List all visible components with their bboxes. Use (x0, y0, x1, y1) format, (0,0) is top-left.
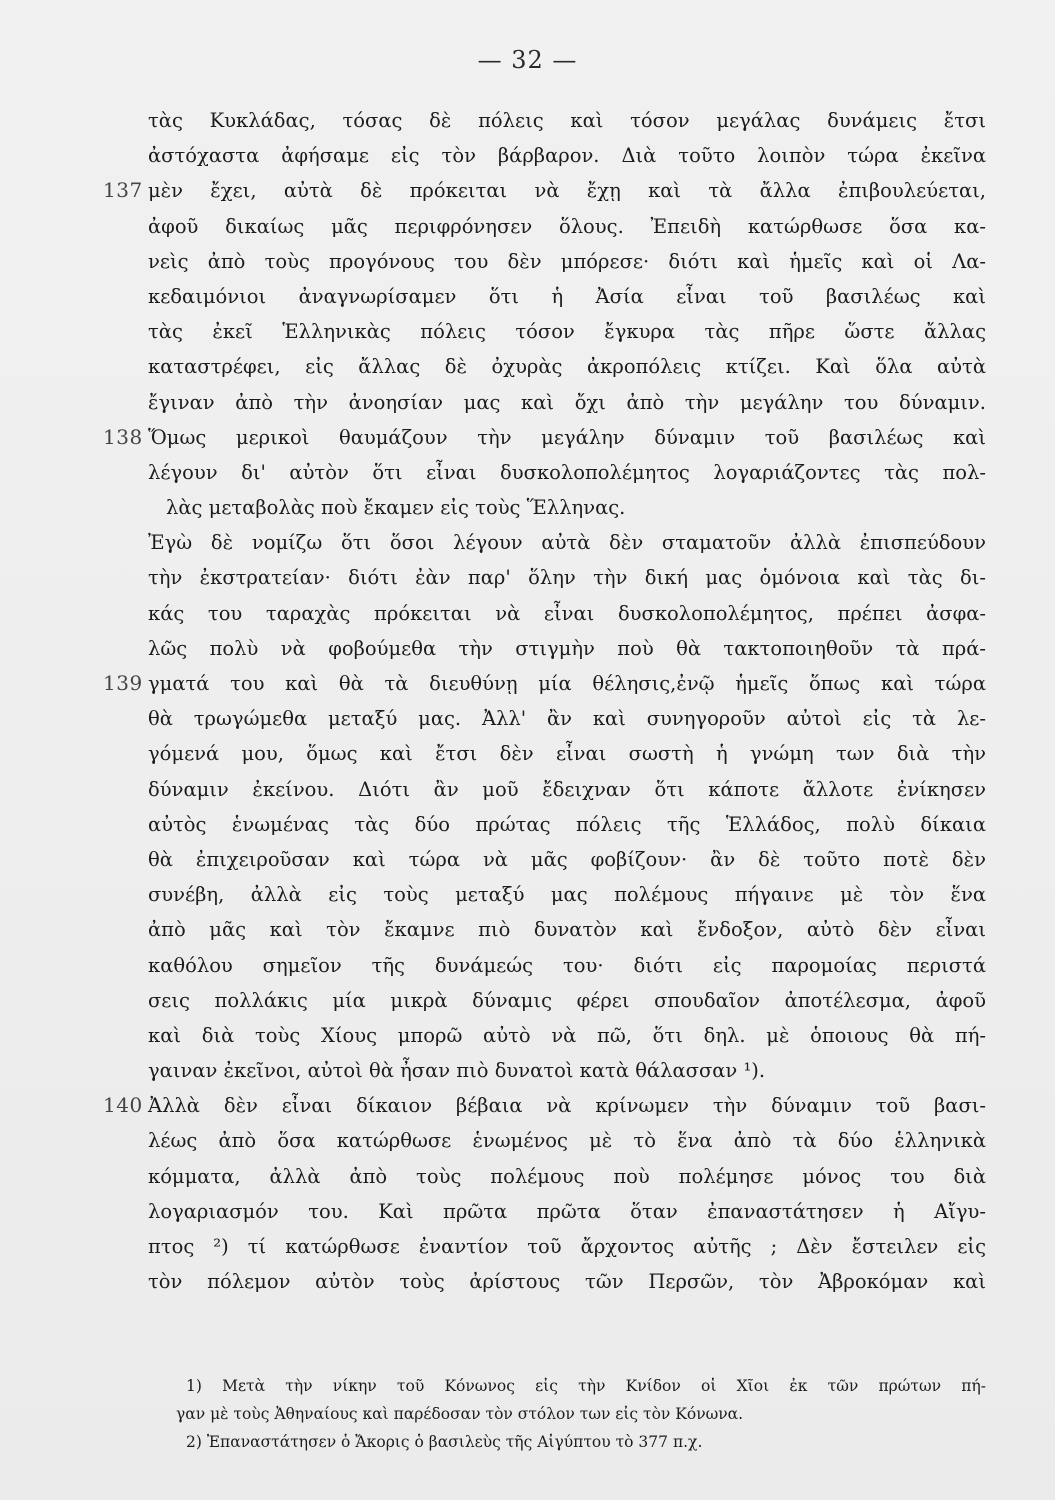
text-line (148, 560, 986, 595)
text-line (148, 1264, 986, 1299)
text-line (148, 1123, 986, 1158)
text-line (148, 807, 986, 842)
line-text: θὰ ἐπιχειροῦσαν καὶ τώρα νὰ μᾶς φοβίζουν· ἂν δὲ τοῦτο ποτὲ δὲν (148, 847, 986, 871)
text-line (148, 279, 986, 314)
line-text: λὰς μεταβολὰς ποὺ ἔκαμεν εἰς τοὺς Ἕλληνας. (166, 496, 626, 520)
text-line (148, 385, 986, 420)
text-line (148, 138, 986, 173)
text-line (148, 631, 986, 666)
line-text: θὰ τρωγώμεθα μεταξύ μας. Ἀλλ' ἂν καὶ συνηγοροῦν αὐτοὶ εἰς τὰ λε- (148, 707, 986, 731)
text-line (148, 244, 986, 279)
line-text: ἀπὸ μᾶς καὶ τὸν ἔκαμνε πιὸ δυνατὸν καὶ ἔνδοξον, αὐτὸ δὲν εἶναι (148, 918, 986, 942)
text-line (148, 1159, 986, 1194)
section-number-139: 139 (103, 671, 143, 695)
text-line (148, 736, 986, 771)
line-text: τὰς ἐκεῖ Ἑλληνικὰς πόλεις τόσον ἔγκυρα τὰς πῆρε ὥστε ἄλλας (148, 320, 986, 344)
page-number: — 32 — (477, 46, 578, 74)
line-text: κόμματα, ἀλλὰ ἀπὸ τοὺς πολέμους ποὺ πολέμησε μόνος του διὰ (148, 1164, 986, 1188)
line-text: λέως ἀπὸ ὅσα κατώρθωσε ἑνωμένος μὲ τὸ ἕνα ἀπὸ τὰ δύο ἑλληνικὰ (148, 1129, 986, 1153)
text-line (148, 842, 986, 877)
text-line (148, 772, 986, 807)
line-text: γόμενά μου, ὅμως καὶ ἔτσι δὲν εἶναι σωστὴ ἡ γνώμη των διὰ τὴν (148, 742, 986, 766)
line-text: τὰς Κυκλάδας, τόσας δὲ πόλεις καὶ τόσον μεγάλας δυνάμεις ἔτσι (148, 109, 986, 132)
line-text: λέγουν δι' αὐτὸν ὅτι εἶναι δυσκολοπολέμητος λογαριάζοντες τὰς πολ- (148, 460, 986, 484)
text-line (148, 1053, 986, 1088)
text-line (148, 877, 986, 912)
section-number-140: 140 (103, 1093, 143, 1118)
line-text: καθόλου σημεῖον τῆς δυνάμεώς του· διότι εἰς παρομοίας περιστά (148, 953, 986, 977)
main-text (103, 103, 986, 1299)
line-text: αὐτὸς ἑνωμένας τὰς δύο πρώτας πόλεις τῆς Ἑλλάδος, πολὺ δίκαια (148, 812, 986, 836)
line-text: λῶς πολὺ νὰ φοβούμεθα τὴν στιγμὴν ποὺ θὰ τακτοποιηθοῦν τὰ πρά- (148, 636, 986, 660)
line-text: Ἀλλὰ δὲν εἶναι δίκαιον βέβαια νὰ κρίνωμεν τὴν δύναμιν τοῦ βασι- (148, 1094, 986, 1118)
line-text: νεὶς ἀπὸ τοὺς προγόνους του δὲν μπόρεσε· διότι καὶ ἡμεῖς καὶ οἱ Λα- (148, 249, 986, 273)
footnote-1-continuation: γαν μὲ τοὺς Ἀθηναίους καὶ παρέδοσαν τὸν στόλον των εἰς τὸν Κόνωνα. (176, 1405, 744, 1423)
text-line (103, 666, 986, 701)
text-line (148, 701, 986, 736)
line-text: καὶ διὰ τοὺς Χίους μπορῶ αὐτὸ νὰ πῶ, ὅτι δηλ. μὲ ὁποιους θὰ πή- (148, 1023, 986, 1047)
line-text: κεδαιμόνιοι ἀναγνωρίσαμεν ὅτι ἡ Ἀσία εἶναι τοῦ βασιλέως καὶ (148, 284, 986, 308)
footnote-1: 1) Μετὰ τὴν νίκην τοῦ Κόνωνος εἰς τὴν Κνίδον οἱ Χῖοι ἐκ τῶν πρώτων πή- (186, 1377, 986, 1395)
line-text: ἔγιναν ἀπὸ τὴν ἀνοησίαν μας καὶ ὄχι ἀπὸ τὴν μεγάλην του δύναμιν. (148, 390, 986, 414)
text-line (148, 1194, 986, 1229)
section-number-138: 138 (103, 424, 143, 449)
text-line (148, 455, 986, 490)
line-text: σεις πολλάκις μία μικρὰ δύναμις φέρει σπουδαῖον ἀποτέλεσμα, ἀφοῦ (148, 988, 986, 1012)
line-text: λογαριασμόν του. Καὶ πρῶτα πρῶτα ὅταν ἐπαναστάτησεν ἡ Αἴγυ- (148, 1199, 986, 1223)
text-line (103, 420, 986, 455)
text-line (148, 983, 986, 1018)
line-text: γματά του καὶ θὰ τὰ διευθύνῃ μία θέλησις,ἐνῷ ἡμεῖς ὅπως καὶ τώρα (148, 672, 986, 695)
line-text: πτος ²) τί κατώρθωσε ἐναντίον τοῦ ἄρχοντος αὐτῆς ; Δὲν ἔστειλεν εἰς (148, 1235, 986, 1258)
text-line (103, 1088, 986, 1123)
text-line (148, 103, 986, 138)
section-number-137: 137 (103, 178, 143, 203)
line-text: Ὅμως μερικοὶ θαυμάζουν τὴν μεγάλην δύναμιν τοῦ βασιλέως καὶ (148, 425, 986, 449)
line-text: ἀφοῦ δικαίως μᾶς περιφρόνησεν ὅλους. Ἐπειδὴ κατώρθωσε ὅσα κα- (148, 214, 986, 238)
line-text: τὴν ἐκστρατείαν· διότι ἐὰν παρ' ὅλην τὴν δική μας ὁμόνοια καὶ τὰς δι- (148, 566, 986, 590)
text-line (148, 912, 986, 947)
line-text: μὲν ἔχει, αὐτὰ δὲ πρόκειται νὰ ἔχῃ καὶ τὰ ἄλλα ἐπιβουλεύεται, (148, 179, 986, 203)
line-text: Ἐγὼ δὲ νομίζω ὅτι ὅσοι λέγουν αὐτὰ δὲν σταματοῦν ἀλλὰ ἐπισπεύδουν (148, 531, 986, 555)
text-line (148, 490, 986, 525)
text-line (148, 1229, 986, 1264)
text-line (148, 209, 986, 244)
text-line (103, 173, 986, 208)
line-text: κάς του ταραχὰς πρόκειται νὰ εἶναι δυσκολοπολέμητος, πρέπει ἀσφα- (148, 601, 986, 625)
text-line (148, 596, 986, 631)
text-line (148, 948, 986, 983)
footnotes (176, 1372, 986, 1456)
footnote-2: 2) Ἐπαναστάτησεν ὁ Ἄκορις ὁ βασιλεὺς τῆς Αἰγύπτου τὸ 377 π.χ. (186, 1433, 703, 1451)
text-line (148, 314, 986, 349)
line-text: γαιναν ἐκεῖνοι, αὐτοὶ θὰ ἦσαν πιὸ δυνατοὶ κατὰ θάλασσαν ¹). (148, 1059, 766, 1083)
text-line (148, 349, 986, 384)
text-line (148, 525, 986, 560)
line-text: τὸν πόλεμον αὐτὸν τοὺς ἀρίστους τῶν Περσῶν, τὸν Ἀβροκόμαν καὶ (148, 1270, 986, 1294)
line-text: δύναμιν ἐκείνου. Διότι ἂν μοῦ ἔδειχναν ὅτι κάποτε ἄλλοτε ἐνίκησεν (148, 777, 986, 801)
line-text: συνέβη, ἀλλὰ εἰς τοὺς μεταξύ μας πολέμους πήγαινε μὲ τὸν ἕνα (148, 883, 986, 907)
line-text: ἀστόχαστα ἀφήσαμε εἰς τὸν βάρβαρον. Διὰ τοῦτο λοιπὸν τώρα ἐκεῖνα (148, 144, 986, 168)
text-line (148, 1018, 986, 1053)
line-text: καταστρέφει, εἰς ἄλλας δὲ ὀχυρὰς ἀκροπόλεις κτίζει. Καὶ ὅλα αὐτὰ (148, 355, 986, 379)
